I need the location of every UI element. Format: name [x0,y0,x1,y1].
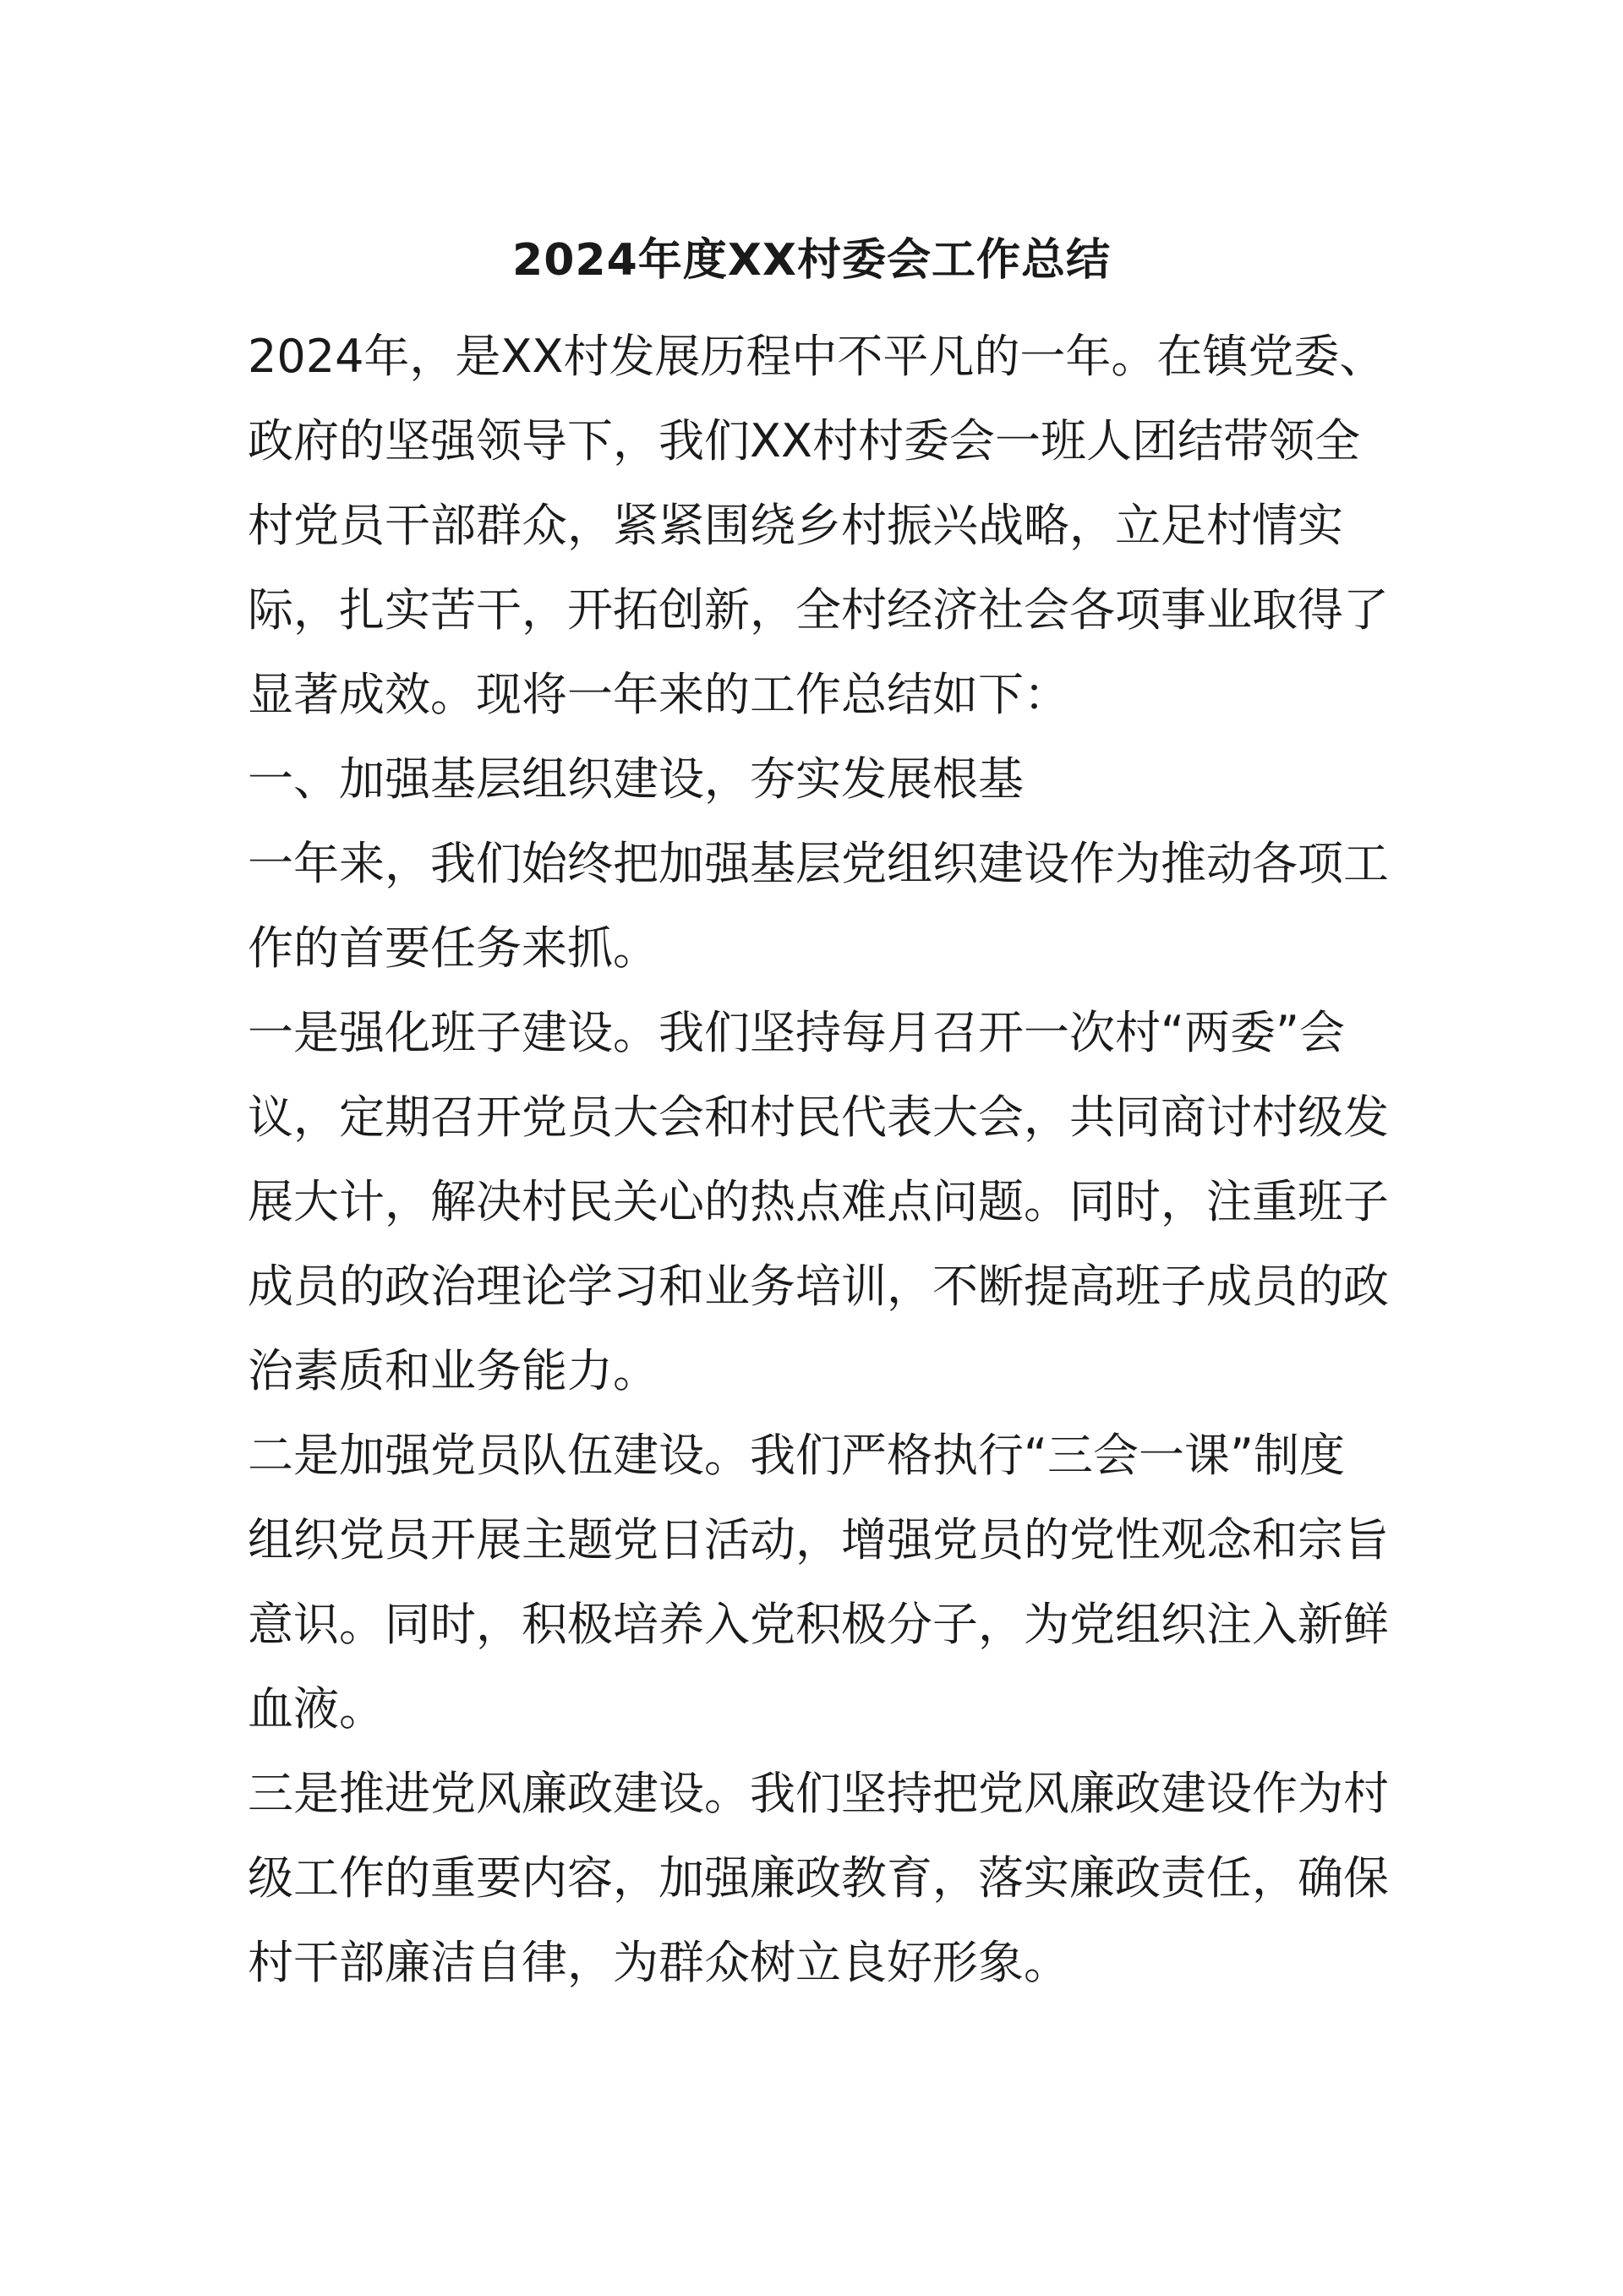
point-2-paragraph: 二是加强党员队伍建设。我们严格执行“三会一课”制度组织党员开展主题党日活动，增强党员的党性观念和宗旨意识。同时，积极培养入党积极分子，为党组织注入新鲜血液。 [248,1429,1389,1736]
intro-paragraph: 2024年，是XX村发展历程中不平凡的一年。在镇党委、政府的坚强领导下，我们XX村村委会一班人团结带领全村党员干部群众，紧紧围绕乡村振兴战略，立足村情实际，扎实苦干，开拓创新，全村经济社会各项事业取得了显著成效。现将一年来的工作总结如下： [248,330,1389,721]
point-3-paragraph: 三是推进党风廉政建设。我们坚持把党风廉政建设作为村级工作的重要内容，加强廉政教育，落实廉政责任，确保村干部廉洁自律，为群众树立良好形象。 [248,1767,1389,1989]
document-body [248,314,1389,2005]
section-heading-1: 一、加强基层组织建设，夯实发展根基 [248,752,1024,806]
point-1-paragraph: 一是强化班子建设。我们坚持每月召开一次村“两委”会议，定期召开党员大会和村民代表大会，共同商讨村级发展大计，解决村民关心的热点难点问题。同时，注重班子成员的政治理论学习和业务培训，不断提高班子成员的政治素质和业务能力。 [248,1006,1389,1397]
document-title: 2024年度XX村委会工作总结 [512,235,1111,286]
section-intro-paragraph: 一年来，我们始终把加强基层党组织建设作为推动各项工作的首要任务来抓。 [248,837,1389,975]
